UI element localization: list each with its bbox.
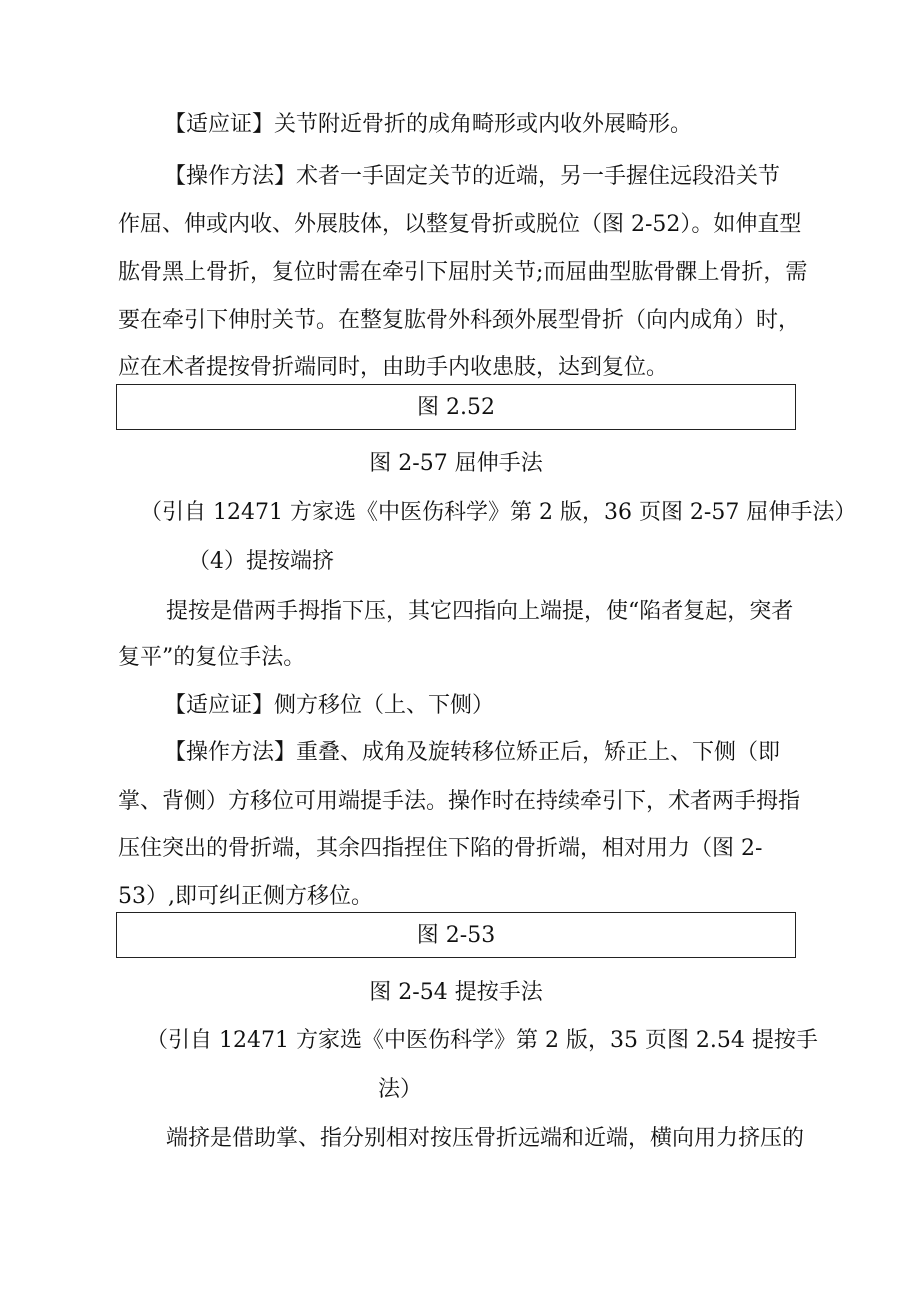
figure-source-2-54-line-2: 法） bbox=[378, 1077, 423, 1102]
paragraph-method-1-line-3: 肱骨黑上骨折，复位时需在牵引下屈肘关节;而屈曲型肱骨髁上骨折，需 bbox=[118, 260, 808, 285]
figure-source-2-54-line-1: （引自 12471 方家选《中医伤科学》第 2 版，35 页图 2.54 提按手 bbox=[146, 1028, 818, 1053]
section-heading-4: （4）提按端挤 bbox=[188, 549, 334, 574]
paragraph-method-1-line-1: 【操作方法】术者一手固定关节的近端，另一手握住远段沿关节 bbox=[164, 164, 781, 189]
paragraph-method-2-line-2: 掌、背侧）方移位可用端提手法。操作时在持续牵引下，术者两手拇指 bbox=[118, 789, 801, 814]
figure-placeholder-2-53 bbox=[116, 912, 796, 958]
paragraph-method-1-line-5: 应在术者提按骨折端同时，由助手内收患肢，达到复位。 bbox=[118, 355, 669, 380]
paragraph-method-2-line-3: 压住突出的骨折端，其余四指捏住下陷的骨折端，相对用力（图 2- bbox=[118, 836, 763, 861]
figure-source-2-57: （引自 12471 方家选《中医伤科学》第 2 版，36 页图 2-57 屈伸手法） bbox=[140, 500, 857, 525]
paragraph-method-1-line-4: 要在牵引下伸肘关节。在整复肱骨外科颈外展型骨折（向内成角）时， bbox=[118, 308, 801, 333]
figure-caption-2-57: 图 2-57 屈伸手法 bbox=[369, 451, 543, 476]
paragraph-method-2-line-4: 53）,即可纠正侧方移位。 bbox=[118, 884, 373, 909]
paragraph-duanji: 端挤是借助掌、指分别相对按压骨折远端和近端，横向用力挤压的 bbox=[166, 1126, 805, 1151]
paragraph-tian-line-2: 复平”的复位手法。 bbox=[118, 645, 306, 670]
paragraph-method-2-line-1: 【操作方法】重叠、成角及旋转移位矫正后，矫正上、下侧（即 bbox=[164, 740, 781, 765]
paragraph-indication-1: 【适应证】关节附近骨折的成角畸形或内收外展畸形。 bbox=[164, 112, 693, 137]
figure-placeholder-2-52 bbox=[116, 384, 796, 430]
figure-caption-2-54: 图 2-54 提按手法 bbox=[369, 980, 543, 1005]
figure-label: 图 2.52 bbox=[417, 395, 495, 420]
paragraph-method-1-line-2: 作屈、伸或内收、外展肢体，以整复骨折或脱位（图 2-52）。如伸直型 bbox=[118, 212, 802, 237]
figure-label: 图 2-53 bbox=[416, 923, 496, 948]
paragraph-tian-line-1: 提按是借两手拇指下压，其它四指向上端提，使“陷者复起，突者 bbox=[166, 599, 794, 624]
paragraph-indication-2: 【适应证】侧方移位（上、下侧） bbox=[164, 693, 495, 718]
